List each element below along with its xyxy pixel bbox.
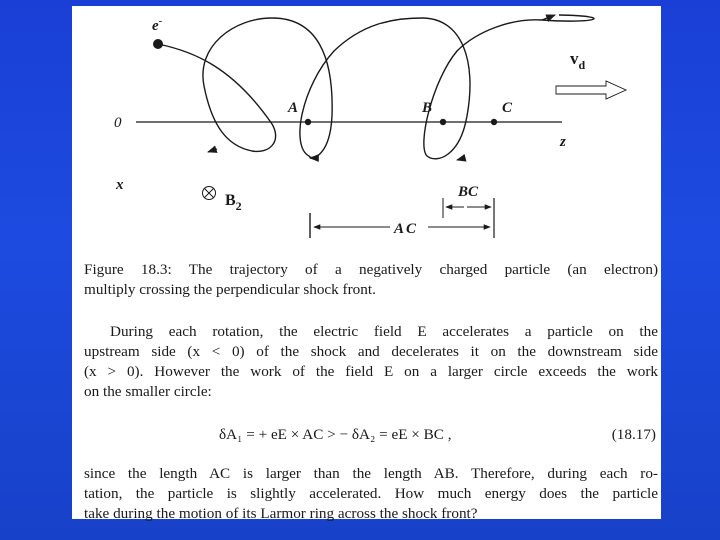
loop-arrow-3: [457, 158, 465, 160]
label-origin: 0: [114, 115, 122, 131]
label-electron: e-: [152, 15, 163, 34]
equation-number: (18.17): [611, 426, 656, 443]
equation-18-17: [72, 426, 661, 450]
document-page: [72, 6, 661, 522]
paragraph-line: upstream side (x < 0) of the shock and decelerates it on the downstream side: [84, 343, 658, 360]
loop-arrow-1: [208, 149, 217, 152]
body-paragraph: [84, 464, 658, 524]
label-point-A: A: [288, 100, 299, 116]
trajectory-figure: [72, 6, 661, 256]
label-drift-velocity: $v_d$: [570, 49, 586, 72]
caption-line: multiply crossing the perpendicular shock front.: [84, 281, 376, 298]
point-B: [440, 119, 446, 125]
label-BC: BC: [458, 184, 479, 200]
figure-caption: [84, 260, 658, 300]
trajectory-curve: [158, 15, 594, 159]
label-z-axis: z: [560, 134, 566, 150]
trajectory-end-arrow: [542, 15, 555, 20]
label-AC: AC: [394, 221, 419, 237]
paragraph-line: (x > 0). However the work of the field E on a larger circle exceeds the work: [84, 363, 658, 380]
magnetic-field-into-page-icon: [203, 187, 216, 200]
paragraph-line: During each rotation, the electric field E accelerates a particle on the: [110, 323, 658, 340]
label-point-C: C: [502, 100, 513, 116]
label-x-axis: x: [116, 177, 124, 193]
paragraph-line: since the length AC is larger than the length AB. Therefore, during each ro-: [84, 465, 658, 482]
point-A: [305, 119, 311, 125]
label-point-B: B: [422, 100, 433, 116]
label-magnetic-field: $B_2$: [225, 192, 242, 213]
body-paragraph: [84, 322, 658, 402]
caption-line: Figure 18.3: The trajectory of a negatively charged particle (an electron): [84, 261, 658, 278]
paragraph-line: take during the motion of its Larmor ring across the shock front?: [84, 505, 478, 522]
paragraph-line: on the smaller circle:: [84, 383, 212, 400]
equation-expression: δA₁ = + eE × AC > − δA₂ = eE × BC ,: [219, 426, 452, 443]
point-C: [491, 119, 497, 125]
drift-velocity-arrow: [556, 81, 626, 99]
paragraph-line: tation, the particle is slightly accelerated. How much energy does the particle: [84, 485, 658, 502]
